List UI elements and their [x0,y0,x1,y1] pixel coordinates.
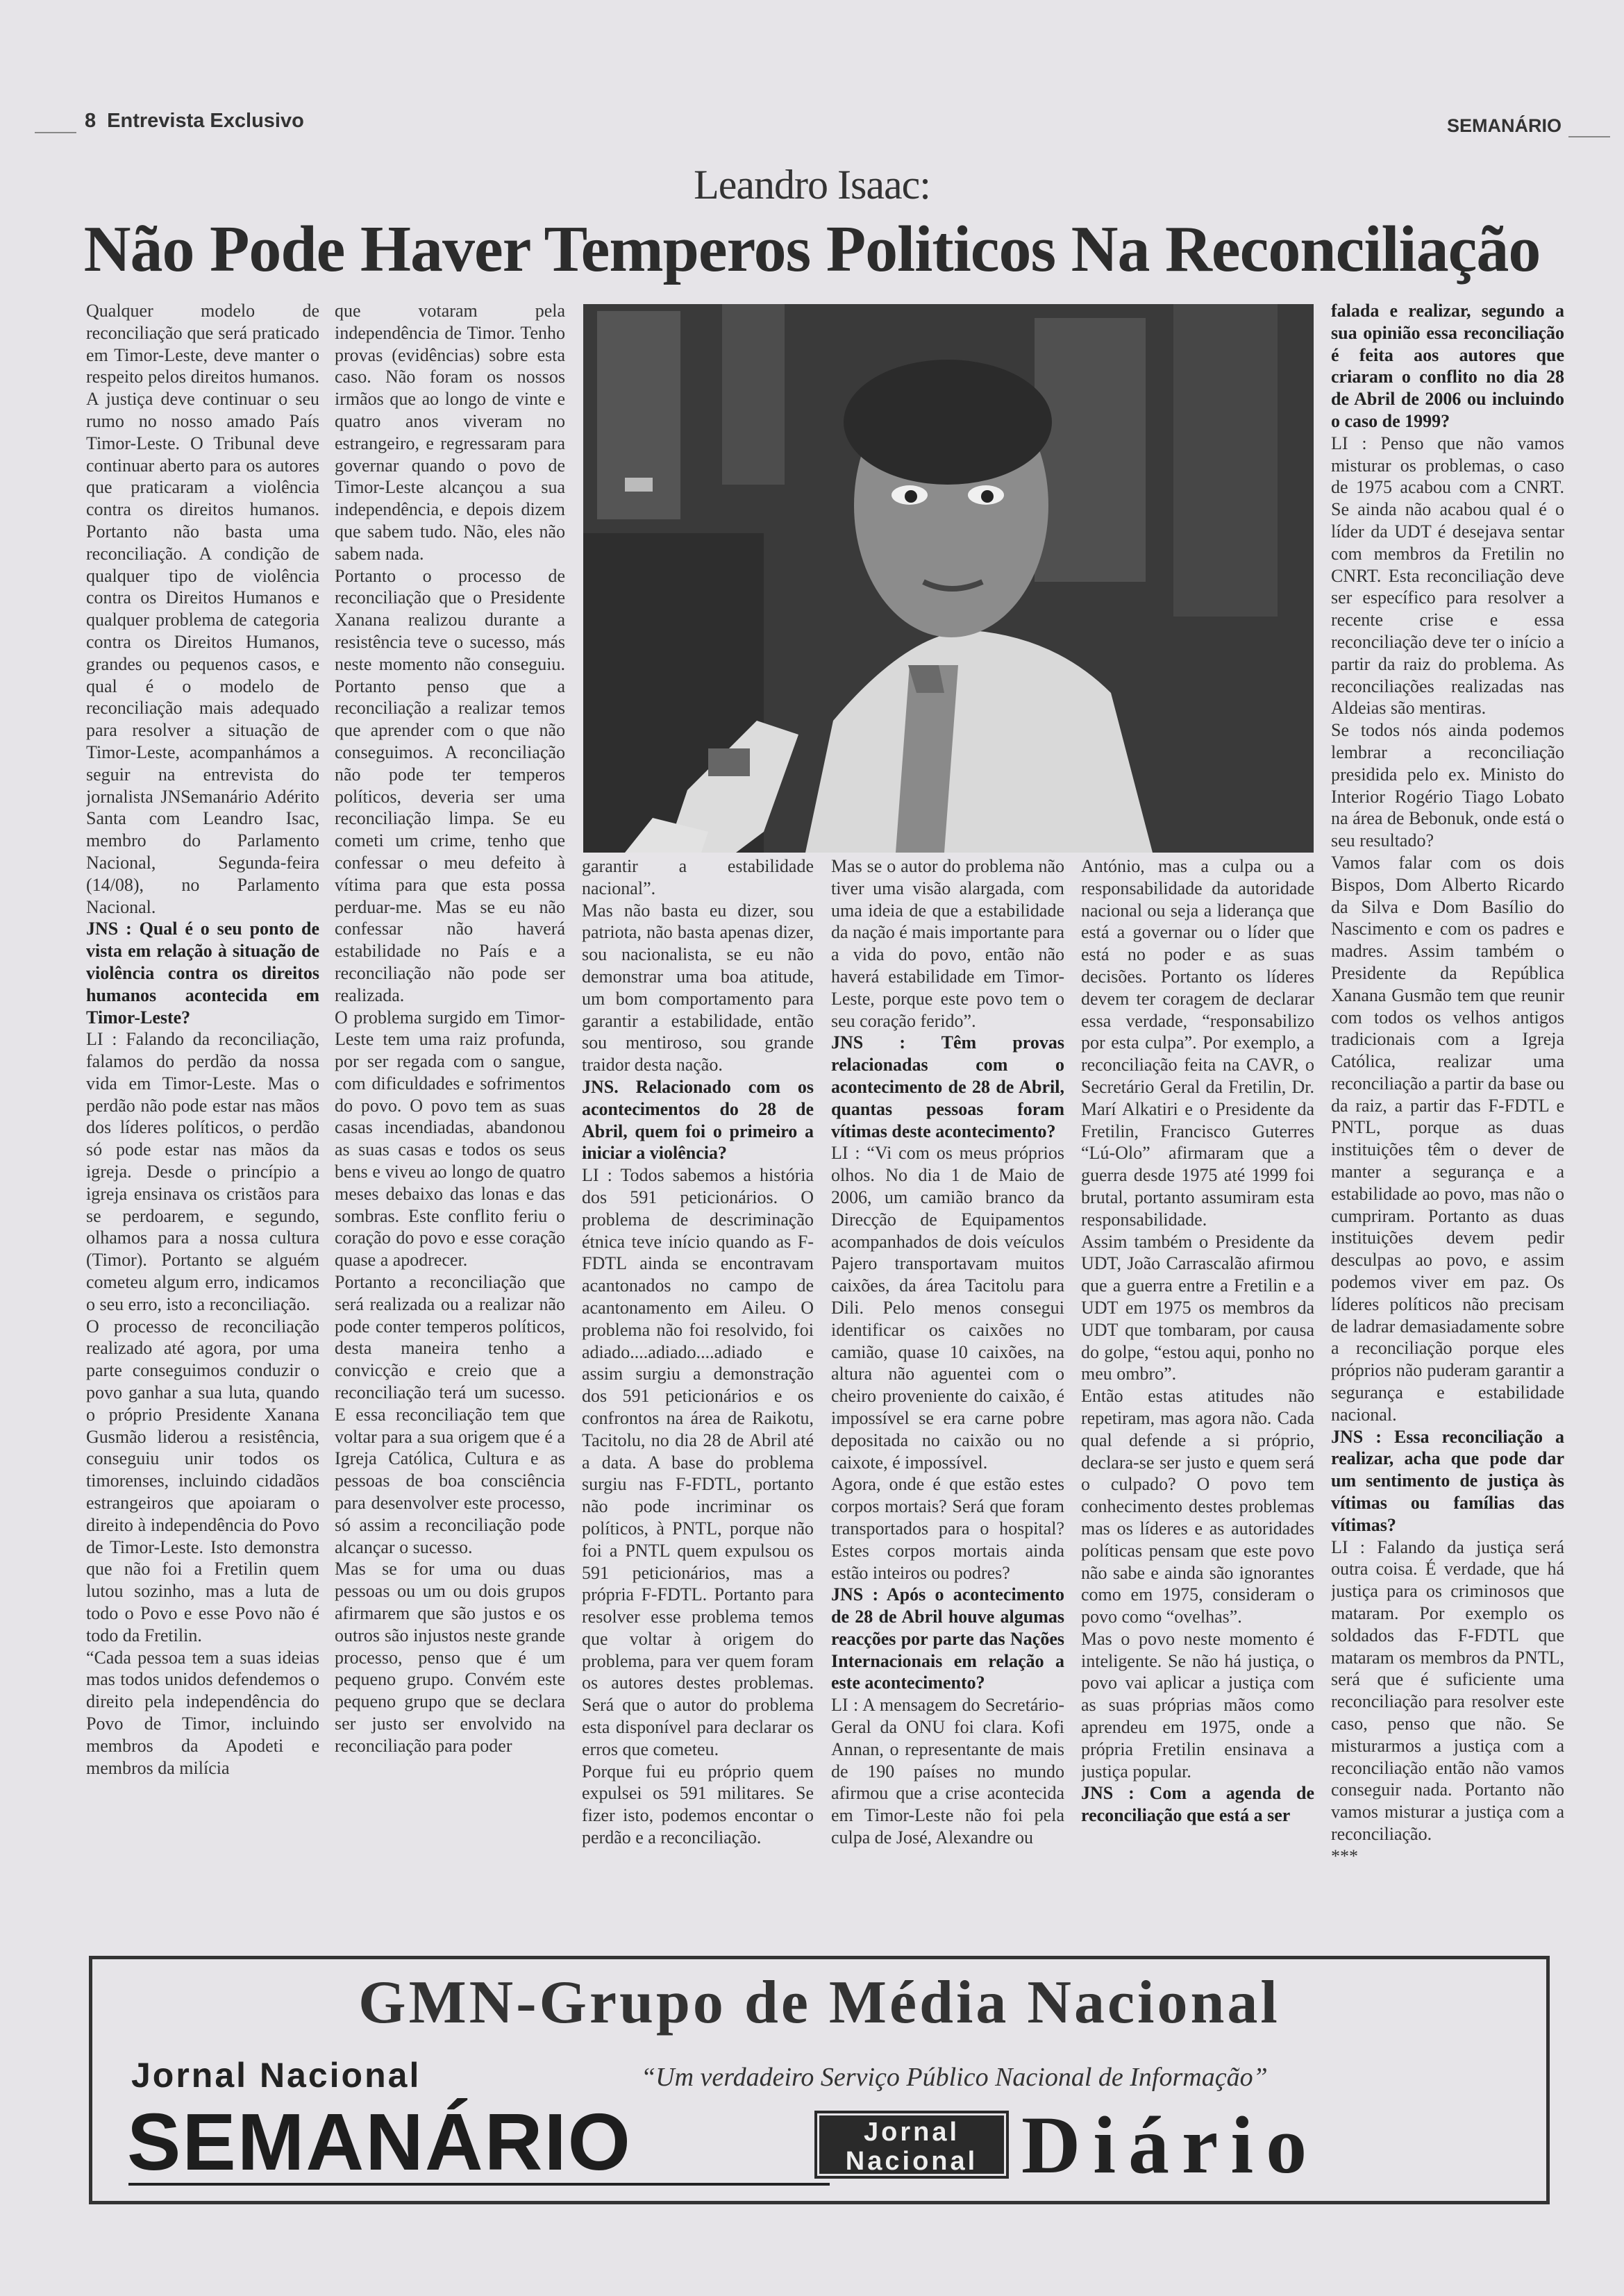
ad-slogan: “Um verdadeiro Serviço Público Nacional de Informação” [641,2063,1268,2092]
answer-paragraph: LI : “Vi com os meus próprios olhos. No dia 1 de Maio de 2006, um camião branco da Direcção de Equipamentos acompanhados de dois veículos Pajero transportavam muitos caixões, da área Tacitolu para Dili. Pelo menos consegui identificar os caixões no camião, quase 10 caixões, na altura não aguentei com o cheiro proveniente do caixão, é impossível se era carne pobre depositada no caixão ou no caixote, é impossível. [831,1143,1064,1473]
article-column-1 [86,300,319,1945]
question-paragraph [1081,1782,1314,1827]
answer-paragraph: Vamos falar com os dois Bispos, Dom Alberto Ricardo da Silva e Dom Basílio do Nascimento e com os padres e madres. Assim também o Presidente da República Xanana Gusmão tem que reunir com todos os velhos antigos tradicionais com a Igreja Católica, realizar uma reconciliação a partir da base ou da raiz, a partir das F-FDTL e PNTL, porque as duas instituições têm o dever de manter a segurança e a estabilidade ao povo, mas não o cumpriram. Portanto as duas instituições devem pedir desculpas ao povo, e assim podemos viver em paz. Os líderes políticos não precisam de ladrar demasiadamente sobre a reconciliação porque eles próprios não puderam garantir a segurança e estabilidade nacional. [1331,852,1564,1425]
answer-paragraph: Assim também o Presidente da UDT, João Carrascalão afirmou que a guerra entre a Fretilin e a UDT em 1975 os membros da UDT que tombaram, por causa do golpe, “estou aqui, ponho no meu ombro”. [1081,1231,1314,1384]
answer-paragraph: LI : Penso que não vamos misturar os problemas, o caso de 1975 acabou com a CNRT. Se ainda não acabou qual é o líder da UDT é desejava sentar com membros da Fretilin no CNRT. Esta reconciliação deve ser específico para resolver a recente crise e essa reconciliação deve ter o início a partir da raiz do problema. As reconciliações realizadas nas Aldeias são mentiras. [1331,433,1564,719]
end-mark: *** [1331,1845,1358,1866]
article-column-6 [1331,300,1564,1945]
question-text: JNS. Relacionado com os acontecimentos do 28 de Abril, quem foi o primeiro a iniciar a violência? [582,1076,814,1164]
section-name: Entrevista Exclusivo [107,110,304,132]
gmn-advertisement [89,1956,1550,2204]
answer-paragraph: que votaram pela independência de Timor. Tenho provas (evidências) sobre esta caso. Não foram os nossos irmãos que ao longo de vinte e quatro anos viveram no estrangeiro, e regressaram para governar quando o povo de Timor-Leste alcançou a sua independência, e depois dizem que sabem tudo. Não, eles não sabem nada. [335,301,565,564]
answer-paragraph: António, mas a culpa ou a responsabilidade da autoridade nacional ou seja a liderança que está a governar ou o líder que está no poder e as suas decisões. Portanto os líderes devem ter coragem de declarar essa verdade, “responsabilizo por esta culpa”. Por exemplo, a reconciliação feita na CAVR, o Secretário Geral da Fretilin, Dr. Marí Alkatiri e o Presidente da Fretilin, Francisco Guterres “Lú-Olo” afirmaram que a guerra desde 1975 até 1999 foi brutal, portanto assumiram esta responsabilidade. [1081,856,1314,1230]
photo-illustration [583,304,1314,853]
paper-name: SEMANÁRIO [1446,115,1562,136]
answer-paragraph: Mas não basta eu dizer, sou patriota, não basta apenas dizer, sou nacionalista, se eu não demonstrar uma boa atitude, um bom comportamento para garantir a estabilidade, então sou mentiroso, sou grande traidor desta nação. [582,900,814,1075]
interview-photo [583,304,1314,853]
question-paragraph [582,1076,814,1164]
answer-paragraph: Mas se for uma ou duas pessoas ou um ou dois grupos afirmarem que são justos e os outros são injustos neste grande processo, penso que é um pequeno grupo. Convém este pequeno grupo que se declara ser justo ser envolvido na reconciliação para poder [335,1559,565,1756]
header-rule-right [1568,136,1610,137]
answer-paragraph: LI : Falando da justiça será outra coisa. É verdade, que há justiça para os criminosos que mataram. Por exemplo os soldados das F-FDTL que mataram os membros da PNTL, será que é suficiente uma reconciliação para resolver este caso, penso que não. Se misturarmos a justiça com a reconciliação então não vamos conseguir nada. Portanto não vamos misturar a justiça com a reconciliação. [1331,1536,1564,1844]
answer-paragraph: LI : Falando da reconciliação, falamos do perdão da nossa vida em Timor-Leste. Mas o perdão não pode estar nas mãos dos líderes políticos, o perdão só pode estar nas mãos da igreja. Desde o princípio a igreja ensinava os cristãos para se perdoarem, e segundo, olhamos para a nossa cultura (Timor). Portanto se alguém cometeu algum erro, indicamos o seu erro, isto a reconciliação. [86,1029,319,1314]
answer-paragraph: Portanto o processo de reconciliação que o Presidente Xanana realizou durante a resistência teve o sucesso, más neste momento não conseguiu. Portanto penso que a reconciliação a realizar temos que aprender com o que não conseguimos. A reconciliação não pode ter temperos políticos, deveria ser uma reconciliação limpa. Se eu cometi um crime, tenho que confessar o meu defeito à vítima para que esta possa perduar-me. Mas se eu não confessar não haverá estabilidade no País e a reconciliação não pode ser realizada. [335,565,565,1005]
ad-box-line-2: Nacional [845,2147,978,2176]
question-text: JNS : Qual é o seu ponto de vista em relação à situação de violência contra os direitos humanos acontecida em Timor-Leste? [86,919,319,1028]
header-rule-left [35,132,76,133]
answer-paragraph: “Cada pessoa tem a suas ideias mas todos unidos defendemos o direito pela independência do Povo de Timor, incluindo membros da Apodeti e membros da milícia [86,1647,319,1778]
answer-paragraph: Portanto a reconciliação que será realizada ou a realizar não pode conter temperos políticos, desta maneira tenho a convicção e creio que a reconciliação terá um sucesso. E essa reconciliação tem que voltar para a sua origem que é a Igreja Católica, Cultura e as pessoas de boa consciência para desenvolver este processo, só assim a reconciliação pode alcançar o sucesso. [335,1272,565,1557]
article-column-4 [831,855,1064,1945]
ad-diario-logo: Diário [1021,2100,1320,2190]
question-text: JNS : Têm provas relacionadas com o acontecimento de 28 de Abril, quantas pessoas foram vítimas deste acontecimento? [831,1032,1064,1141]
ad-semanario-logo: SEMANÁRIO [127,2097,632,2187]
ad-jornal-nacional: Jornal Nacional [131,2056,421,2095]
answer-paragraph: Porque fui eu próprio quem expulsei os 591 militares. Se fizer isto, podemos encontar o perdão e a reconciliação. [582,1761,814,1848]
article-column-5 [1081,855,1314,1945]
question-paragraph [1331,300,1564,433]
article-kicker: Leandro Isaac: [694,162,930,208]
question-text: JNS : Com a agenda de reconciliação que está a ser [1081,1783,1314,1826]
article-column-3 [582,855,814,1945]
ad-divider [128,2183,830,2186]
answer-paragraph: garantir a estabilidade nacional”. [582,856,814,898]
question-text: falada e realizar, segundo a sua opinião essa reconciliação é feita aos autores que criaram o conflito no dia 28 de Abril de 2006 ou incluindo o caso de 1999? [1331,301,1564,431]
page-number: 8 [85,110,97,132]
ad-jornal-nacional-box [814,2111,1009,2179]
answer-paragraph: O problema surgido em Timor-Leste tem uma raiz profunda, por ser regada com o sangue, com dificuldades e sofrimentos do povo. O povo tem as suas casas incendiadas, abandonou as suas casas e todos os seus bens e viveu ao longo de quatro meses debaixo das lonas e das sombras. Este conflito feriu o coração do povo e esse coração quase a apodrecer. [335,1007,565,1271]
article-headline: Não Pode Haver Temperos Politicos Na Reconciliação [83,213,1541,285]
answer-paragraph: LI : A mensagem do Secretário-Geral da ONU foi clara. Kofi Annan, o representante de mais de 190 países no mundo afirmou que a crise acontecida em Timor-Leste não foi pela culpa de José, Alexandre ou [831,1695,1064,1848]
answer-paragraph: Mas se o autor do problema não tiver uma visão alargada, com uma ideia de que a estabilidade da nação é mais importante para a vida do povo, então não haverá estabilidade em Timor-Leste, porque este povo tem o seu coração ferido”. [831,856,1064,1031]
page-header-left [85,110,304,133]
ad-title: GMN-Grupo de Média Nacional [358,1969,1280,2036]
answer-paragraph: Então estas atitudes não repetiram, mas agora não. Cada qual defende a si próprio, declara-se ser justo e quem será o culpado? O povo tem conhecimento destes problemas mas os líderes e as autoridades políticas pensam que este povo não sabe e ainda são ignorantes como em 1975, consideram o povo como “ovelhas”. [1081,1386,1314,1627]
answer-paragraph: LI : Todos sabemos a história dos 591 peticionários. O problema de descriminação étnica teve início quando as F-FDTL ainda se encontravam acantonados no campo de acantonamento em Aileu. O problema não foi resolvido, foi adiado....adiado....adiado e assim surgiu a demonstração dos 591 peticionários e os confrontos na área de Raikotu, Tacitolu, no dia 28 de Abril até a data. A base do problema surgiu nas F-FDTL, portanto não pode incriminar os políticos, à PNTL, porque não foi a PNTL quem expulsou os 591 peticionários, mas a própria F-FDTL. Portanto para resolver esse problema temos que voltar à origem do problema, para ver quem foram os autores destes problemas. Será que o autor do problema esta disponível para declarar os erros que cometeu. [582,1165,814,1759]
question-paragraph [86,918,319,1028]
question-paragraph [1331,1426,1564,1536]
question-text: JNS : Essa reconciliação a realizar, acha que pode dar um sentimento de justiça às vítimas ou famílias das vítimas? [1331,1426,1564,1535]
answer-paragraph: Agora, onde é que estão estes corpos mortais? Será que foram transportados para o hospital? Estes corpos mortais ainda estão inteiros ou podres? [831,1474,1064,1583]
answer-paragraph: Mas o povo neste momento é inteligente. Se não há justiça, o povo vai aplicar a justiça com as suas próprias mãos como aprendeu em 1975, onde a própria Fretilin ensinava a justiça popular. [1081,1628,1314,1782]
question-paragraph [831,1584,1064,1694]
article-column-2 [335,300,565,1945]
answer-paragraph: O processo de reconciliação realizado até agora, por uma parte conseguimos conduzir o povo ganhar a sua luta, quando o próprio Presidente Xanana Gusmão liderou a resistência, conseguiu unir todos os timorenses, incluindo cidadãos estrangeiros que apoiaram o direito à independência do Povo de Timor-Leste. Isto demonstra que não foi a Fretilin quem lutou sozinho, mas a luta de todo o Povo e esse Povo não é todo da Fretilin. [86,1316,319,1645]
ad-box-line-1: Jornal [863,2118,960,2147]
question-paragraph [831,1032,1064,1142]
answer-paragraph: Se todos nós ainda podemos lembrar a reconciliação presidida pelo ex. Ministo do Interior Rogério Tiago Lobato na área de Bebonuk, onde está o seu resultado? [1331,720,1564,851]
intro-paragraph: Qualquer modelo de reconciliação que será praticado em Timor-Leste, deve manter o respeito pelos direitos humanos. A justiça deve continuar o seu rumo no nosso amado País Timor-Leste. O Tribunal deve continuar aberto para os autores que praticaram a violência contra os direitos humanos. Portanto não basta uma reconciliação. A condição de qualquer tipo de violência contra os Direitos Humanos e qualquer problema de categoria contra os Direitos Humanos, grandes ou pequenos casos, e qual é o modelo de reconciliação mais adequado para resolver a situação de Timor-Leste, acompanhámos a seguir na entrevista do jornalista JNSemanário Adérito Santa com Leandro Isac, membro do Parlamento Nacional, Segunda-feira (14/08), no Parlamento Nacional. [86,301,319,917]
question-text: JNS : Após o acontecimento de 28 de Abril houve algumas reacções por parte das Nações Internacionais em relação a este acontecimento? [831,1584,1064,1693]
